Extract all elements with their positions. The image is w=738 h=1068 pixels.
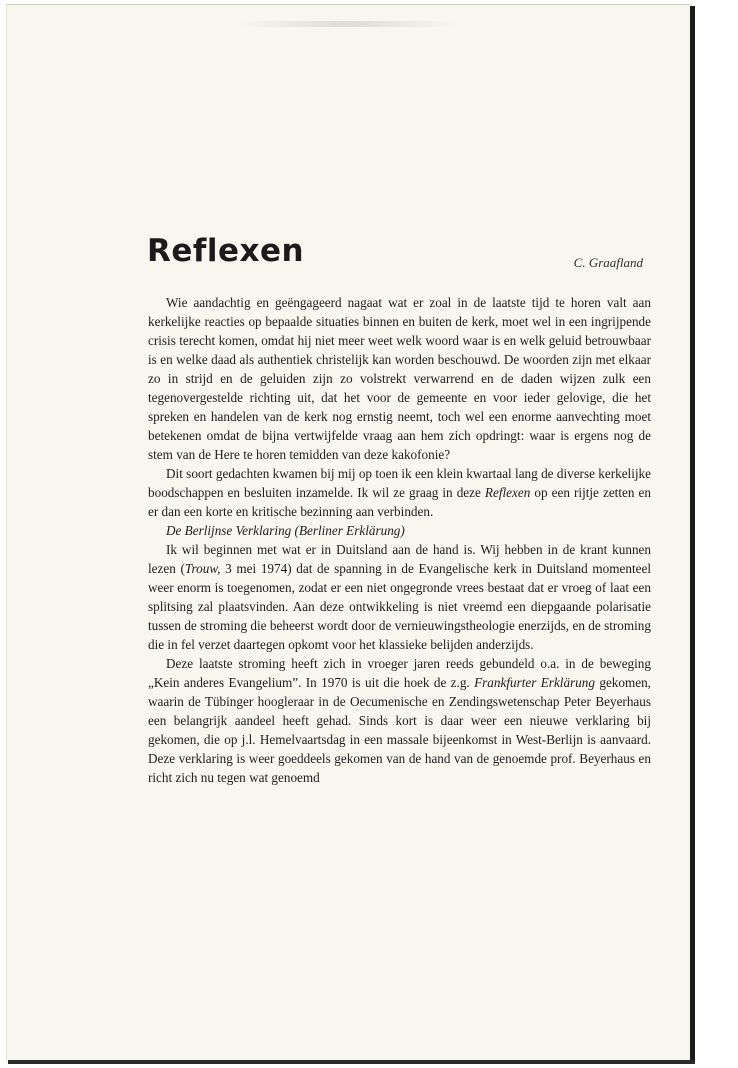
- author-name: C. Graafland: [573, 255, 643, 270]
- text-run: Deze laatste stroming heeft zich in vroeger jaren reeds gebundeld o.a. in de beweging „Kein anderes Evangelium”. In 1970 is uit die hoek de z.g.: [148, 656, 651, 690]
- scan-smudge: [237, 21, 457, 27]
- intro-paragraph-1: Wie aandachtig en geëngageerd nagaat wat er zoal in de laatste tijd te horen valt aan kerkelijke reacties op bepaalde situaties binnen en buiten de kerk, moet wel in een ingrijpende crisis terecht komen, omdat hij niet meer weet welk woord waar is en welk geluid betrouwbaar is en welke daad als authentiek christelijk kan worden beschouwd. De woorden zijn met elkaar zo in strijd en de geluiden zijn zo volstrekt verwarrend en de daden wijzen zulk een tegenovergestelde richting uit, dat het voor de gemeente en voor ieder gelovige, die het spreken en handelen van de kerk nog ernstig neemt, toch wel een enorme aanvechting moet betekenen omdat de bijna vertwijfelde vraag aan hem zich opdringt: waar is ergens nog de stem van de Here te horen temidden van deze kakofonie?: [148, 295, 651, 462]
- text-run: 3 mei 1974) dat de spanning in de Evangelische kerk in Duitsland momenteel weer enorm is toegenomen, zodat er een niet ongegronde vrees bestaat dat er vroeg of laat een splitsing zal plaatsvinden. Aan deze ontwikkeling is niet vreemd een diepgaande polarisatie tussen de stroming die beheerst wordt door de vernieuwingstheologie enerzijds, en de stroming die in fel verzet daartegen opkomt voor het klassieke belijden anderzijds.: [148, 561, 651, 652]
- italic-run: Frankfurter Erklärung: [474, 675, 595, 690]
- section-paragraph-1: [148, 540, 651, 654]
- text-run: gekomen, waarin de Tübinger hoogleraar in de Oecumenische en Zendingswetenschap Peter Beyerhaus een belangrijk aandeel heeft gehad. Sinds kort is daar weer een nieuwe verklaring bij gekomen, die op j.l. Hemelvaartsdag in een massale bijeenkomst in West-Berlijn is aanvaard. Deze verklaring is weer goeddeels gekomen van de hand van de genoemde prof. Beyerhaus en richt zich nu tegen wat genoemd: [148, 675, 651, 785]
- section-heading: De Berlijnse Verklaring (Berliner Erklärung): [166, 523, 405, 538]
- scanned-page: [6, 4, 691, 1061]
- text-run: op een rijtje zetten en er dan een korte en kritische bezinning aan verbinden.: [148, 485, 651, 519]
- italic-run: Reflexen: [484, 485, 531, 500]
- text-run: Dit soort gedachten kwamen bij mij op toen ik een klein kwartaal lang de diverse kerkelijke boodschappen en besluiten inzamelde. Ik wil ze graag in deze: [148, 466, 651, 500]
- italic-run: Trouw,: [184, 561, 221, 576]
- page-edge-shadow: [690, 6, 695, 1060]
- page-bottom-shadow: [8, 1060, 695, 1064]
- article-title: Reflexen: [147, 233, 305, 269]
- section-paragraph-2: [148, 654, 651, 787]
- intro-paragraph-2: [148, 464, 651, 521]
- article-body: [148, 293, 651, 787]
- text-run: Ik wil beginnen met wat er in Duitsland aan de hand is. Wij hebben in de krant kunnen lezen (: [148, 542, 651, 576]
